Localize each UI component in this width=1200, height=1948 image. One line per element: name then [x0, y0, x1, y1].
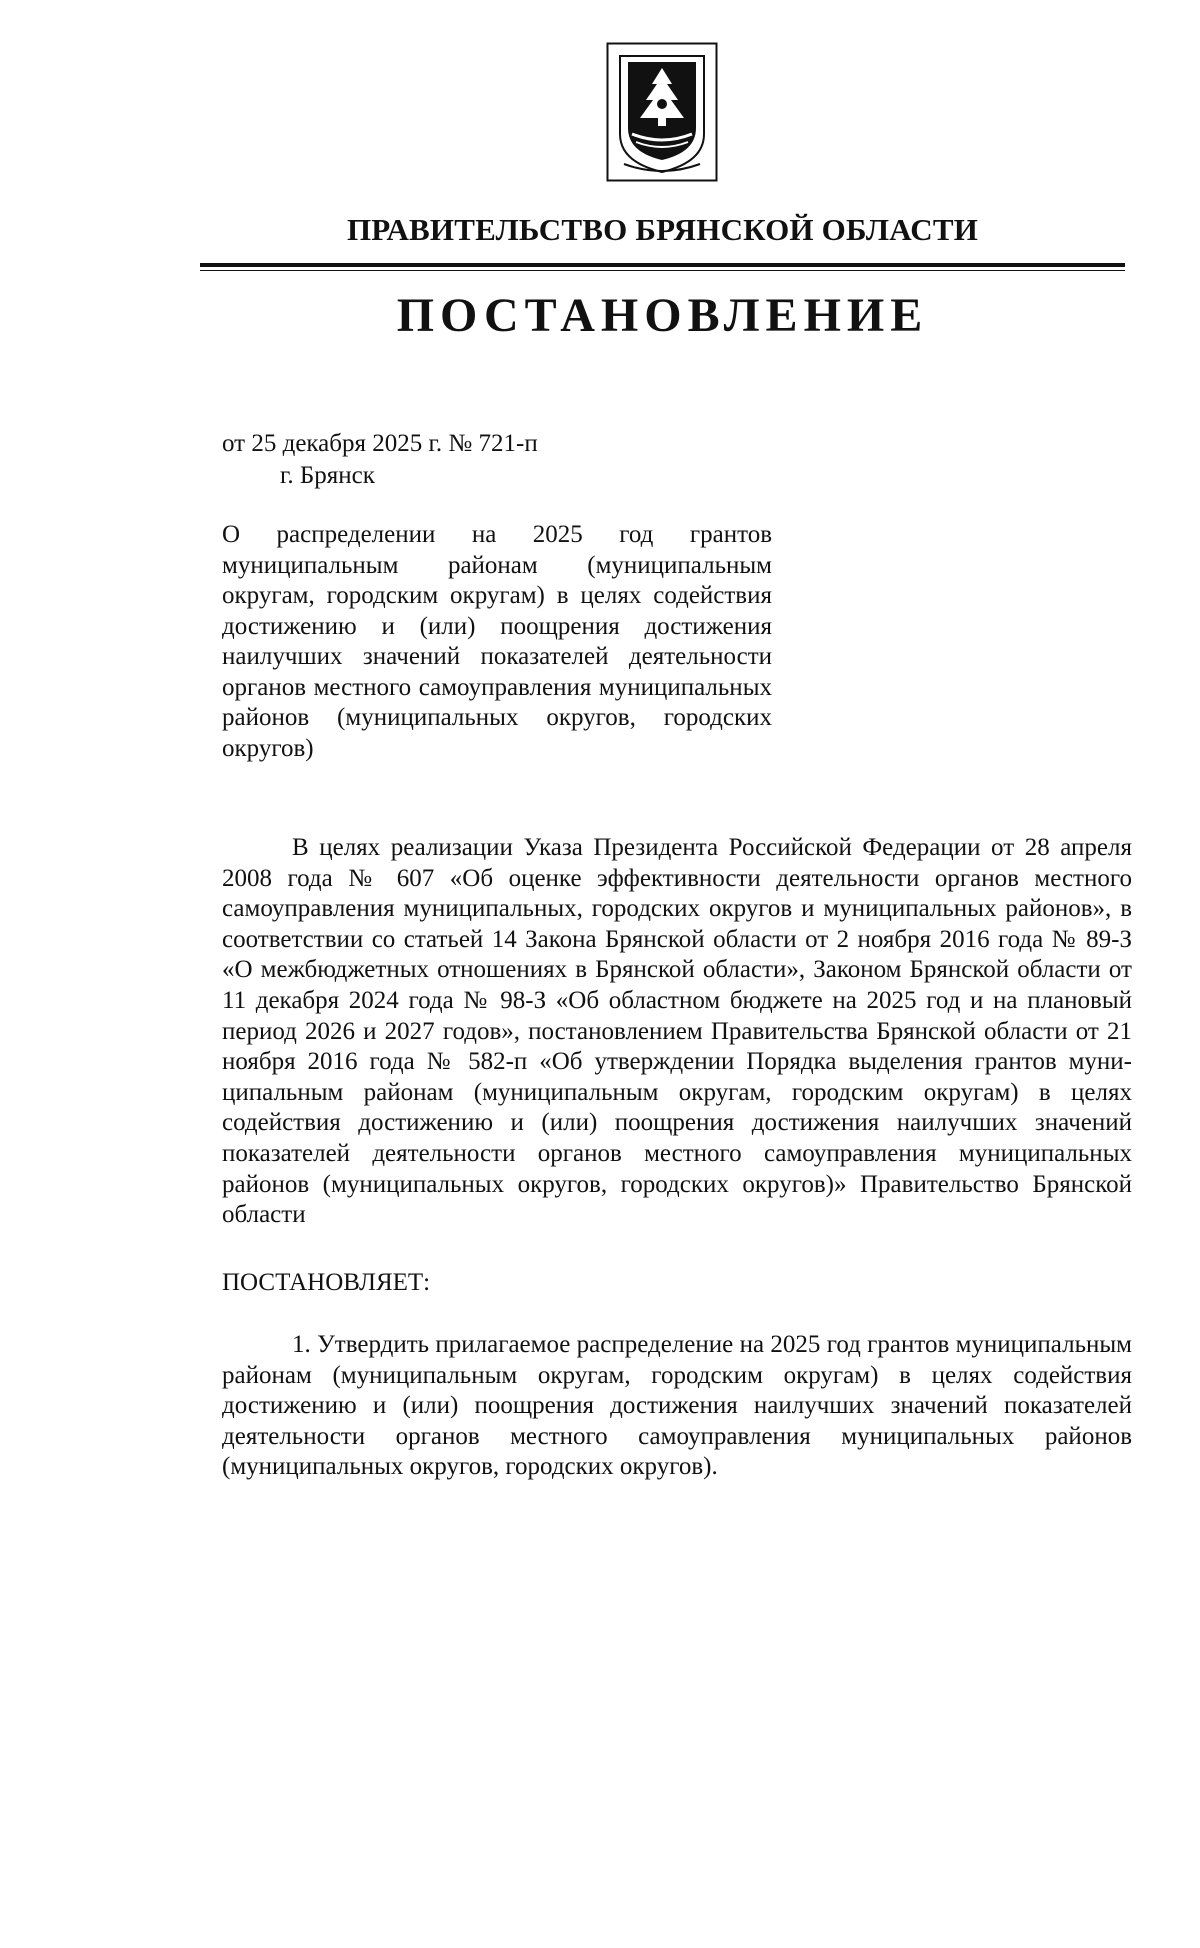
header-rule-thin: [200, 270, 1125, 271]
document-city: г. Брянск: [280, 462, 375, 489]
document-date-number: от 25 декабря 2025 г. № 721-п: [222, 430, 538, 457]
document-subject: О распределении на 2025 год грантов муниципальным районам (муниципальным округам, городским округам) в целях содействия достижению и (или) поощрения достижения наилучших значений показателей деятельности органов местного самоуправления муниципальных районов (муниципальных округов, городских округов): [222, 521, 772, 762]
resolves-heading: ПОСТАНОВЛЯЕТ:: [222, 1269, 431, 1296]
document-type-title: ПОСТАНОВЛЕНИЕ: [396, 289, 929, 342]
preamble-paragraph: В целях реализации Указа Президента Российской Федерации от 28 апреля 2008 года № 607 «Об оценке эффективности деятельности органов местного самоуправления муниципальных, городских округов и муниципальных районов», в соответствии со статьей 14 Закона Брянской области от 2 ноября 2016 года № 89-З «О межбюджетных отношениях в Брянской области», Законом Брянской области от 11 декабря 2024 года № 98-З «Об областном бюджете на 2025 год и на плановый период 2026 и 2027 годов», постановлением Правительства Брянской области от 21 ноября 2016 года № 582-п «Об утверждении Порядка выделения грантов муниципальным районам (муниципальным округам, городским округам) в целях содействия достижению и (или) поощрения достижения наилучших значений показателей деятельности органов местного самоуправления муниципальных районов (муниципальных округов, городских округов)» Правительство Брянской области: [222, 834, 1132, 1229]
organization-name: ПРАВИТЕЛЬСТВО БРЯНСКОЙ ОБЛАСТИ: [346, 212, 979, 247]
header-rule-thick: [200, 263, 1125, 267]
clause-item: 1. Утвердить прилагаемое распределение на 2025 год грантов муниципальным районам (муниципальным округам, городским округам) в целях содействия достижению и (или) поощрения достижения наилучших значений показателей деятельности органов местного самоуправления муниципальных районов (муниципальных округов, городских округов).: [222, 1331, 1132, 1481]
coat-of-arms-icon: [606, 42, 718, 182]
